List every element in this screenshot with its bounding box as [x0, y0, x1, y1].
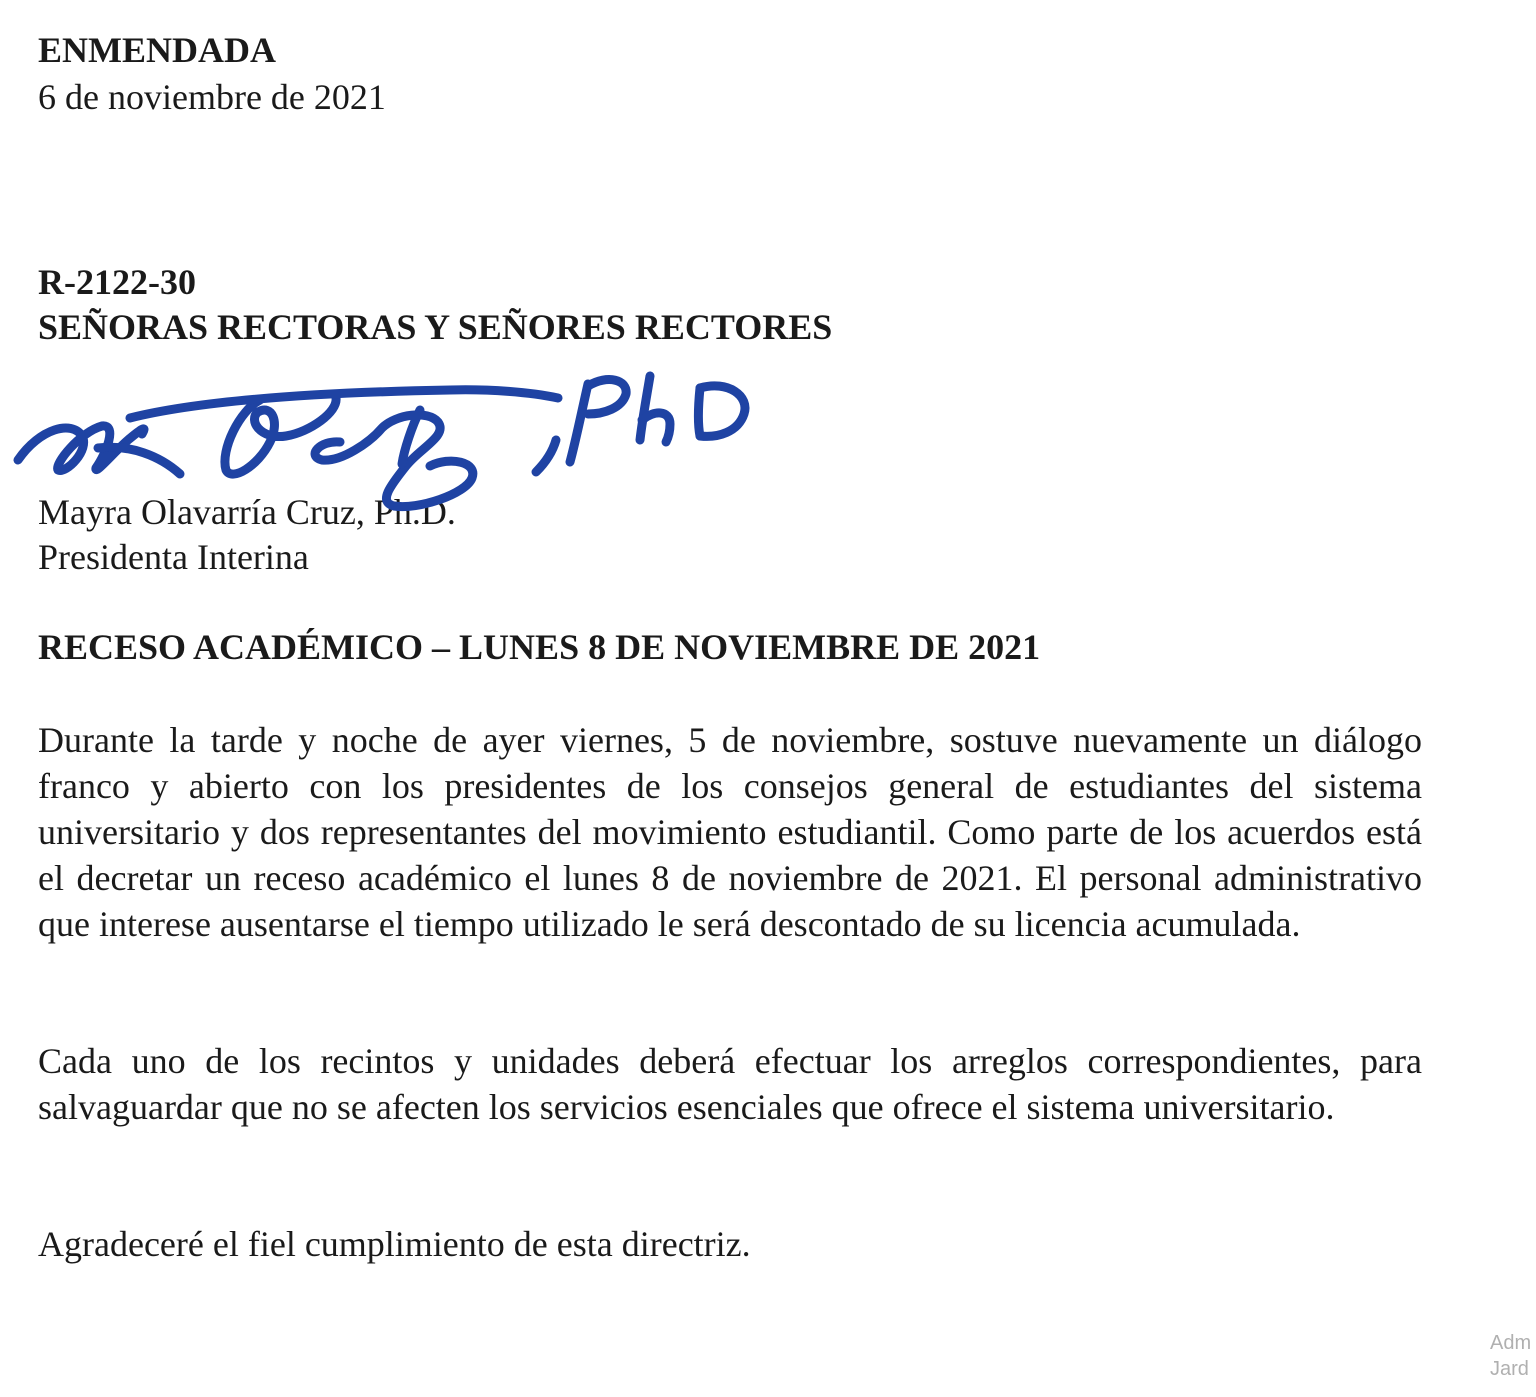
signer-title: Presidenta Interina [38, 537, 309, 577]
signature-stroke [588, 380, 626, 414]
handwritten-signature [10, 370, 750, 520]
memo-subject: RECESO ACADÉMICO – LUNES 8 DE NOVIEMBRE DE 2021 [38, 627, 1041, 667]
memo-closing: Agradeceré el fiel cumplimiento de esta directriz. [38, 1224, 751, 1264]
signature-stroke [130, 390, 558, 418]
signature-stroke [699, 388, 701, 436]
memo-reference-number: R-2122-30 [38, 262, 196, 302]
signature-stroke [570, 384, 588, 462]
footer-fragment-line: Adm [1490, 1332, 1532, 1354]
signature-stroke [536, 440, 556, 472]
memo-paragraph: Cada uno de los recintos y unidades deberá efectuar los arreglos correspondientes, para salvaguardar que no se afecten los servicios esenciales que ofrece el sistema universitario. [38, 1041, 1422, 1127]
signature-stroke [315, 415, 473, 507]
footer-fragment-line: Jard [1490, 1358, 1529, 1380]
memo-paragraph: Durante la tarde y noche de ayer viernes, 5 de noviembre, sostuve nuevamente un diálogo franco y abierto con los presidentes de los consejos general de estudiantes del sistema universitario y dos representantes del movimiento estudiantil. Como parte de los acuerdos está el decretar un receso académico el lunes 8 de noviembre de 2021. El personal administrativo que interese ausentarse el tiempo utilizado le será descontado de su licencia acumulada. [38, 720, 1422, 944]
footer-fragment [1490, 1330, 1536, 1382]
signature-stroke [700, 386, 745, 436]
memo-status: ENMENDADA [38, 30, 276, 70]
memo-addressee: SEÑORAS RECTORAS Y SEÑORES RECTORES [38, 307, 833, 347]
signature-stroke [642, 413, 670, 442]
signature-stroke [640, 376, 650, 440]
memo-date: 6 de noviembre de 2021 [38, 77, 386, 117]
signer-name: Mayra Olavarría Cruz, Ph.D. [38, 492, 456, 532]
